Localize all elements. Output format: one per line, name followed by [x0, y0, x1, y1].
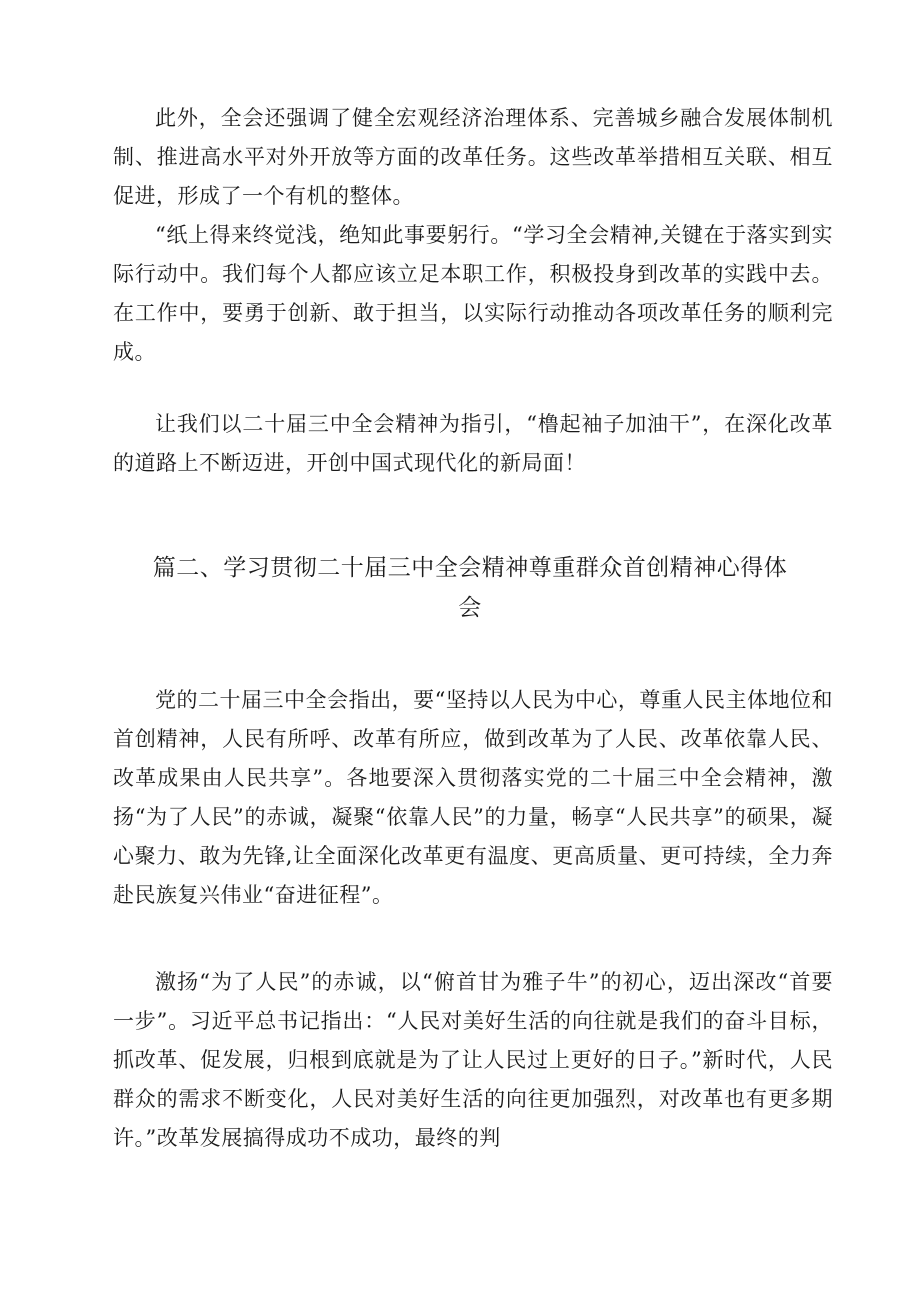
paragraph-action: “纸上得来终觉浅，绝知此事要躬行。“学习全会精神,关键在于落实到实际行动中。我们每个人都应该立足本职工作，积极投身到改革的实践中去。在工作中，要勇于创新、敢于担当，以实际行动推动各项改革任务的顺利完成。	[113, 223, 833, 364]
paragraph-reform-tasks: 此外，全会还强调了健全宏观经济治理体系、完善城乡融合发展体制机制、推进高水平对外开放等方面的改革任务。这些改革举措相互关联、相互促进，形成了一个有机的整体。	[113, 106, 833, 208]
paragraph-for-the-people: 激扬“为了人民”的赤诚，以“俯首甘为雅子牛”的初心，迈出深改“首要一步”。习近平总书记指出：“人民对美好生活的向往就是我们的奋斗目标，抓改革、促发展，归根到底就是为了让人民过上更好的日子。”新时代，人民群众的需求不断变化，人民对美好生活的向往更加强烈，对改革也有更多期许。”改革发展搞得成功不成功，最终的判	[113, 970, 833, 1150]
paragraph-people-centered: 党的二十届三中全会指出，要“坚持以人民为中心，尊重人民主体地位和首创精神，人民有所呼、改革有所应，做到改革为了人民、改革依靠人民、改革成果由人民共享”。各地要深入贯彻落实党的二十届三中全会精神，激扬“为了人民”的赤诚，凝聚“依靠人民”的力量，畅享“人民共享”的硕果，凝心聚力、敢为先锋,让全面深化改革更有温度、更高质量、更可持续，全力奔赴民族复兴伟业“奋进征程”。	[113, 688, 833, 907]
paragraph-closing: 让我们以二十届三中全会精神为指引，“橹起袖子加油干”，在深化改革的道路上不断迈进，开创中国式现代化的新局面！	[113, 412, 833, 475]
section-title: 篇二、学习贯彻二十届三中全会精神尊重群众首创精神心得体会	[152, 555, 788, 621]
